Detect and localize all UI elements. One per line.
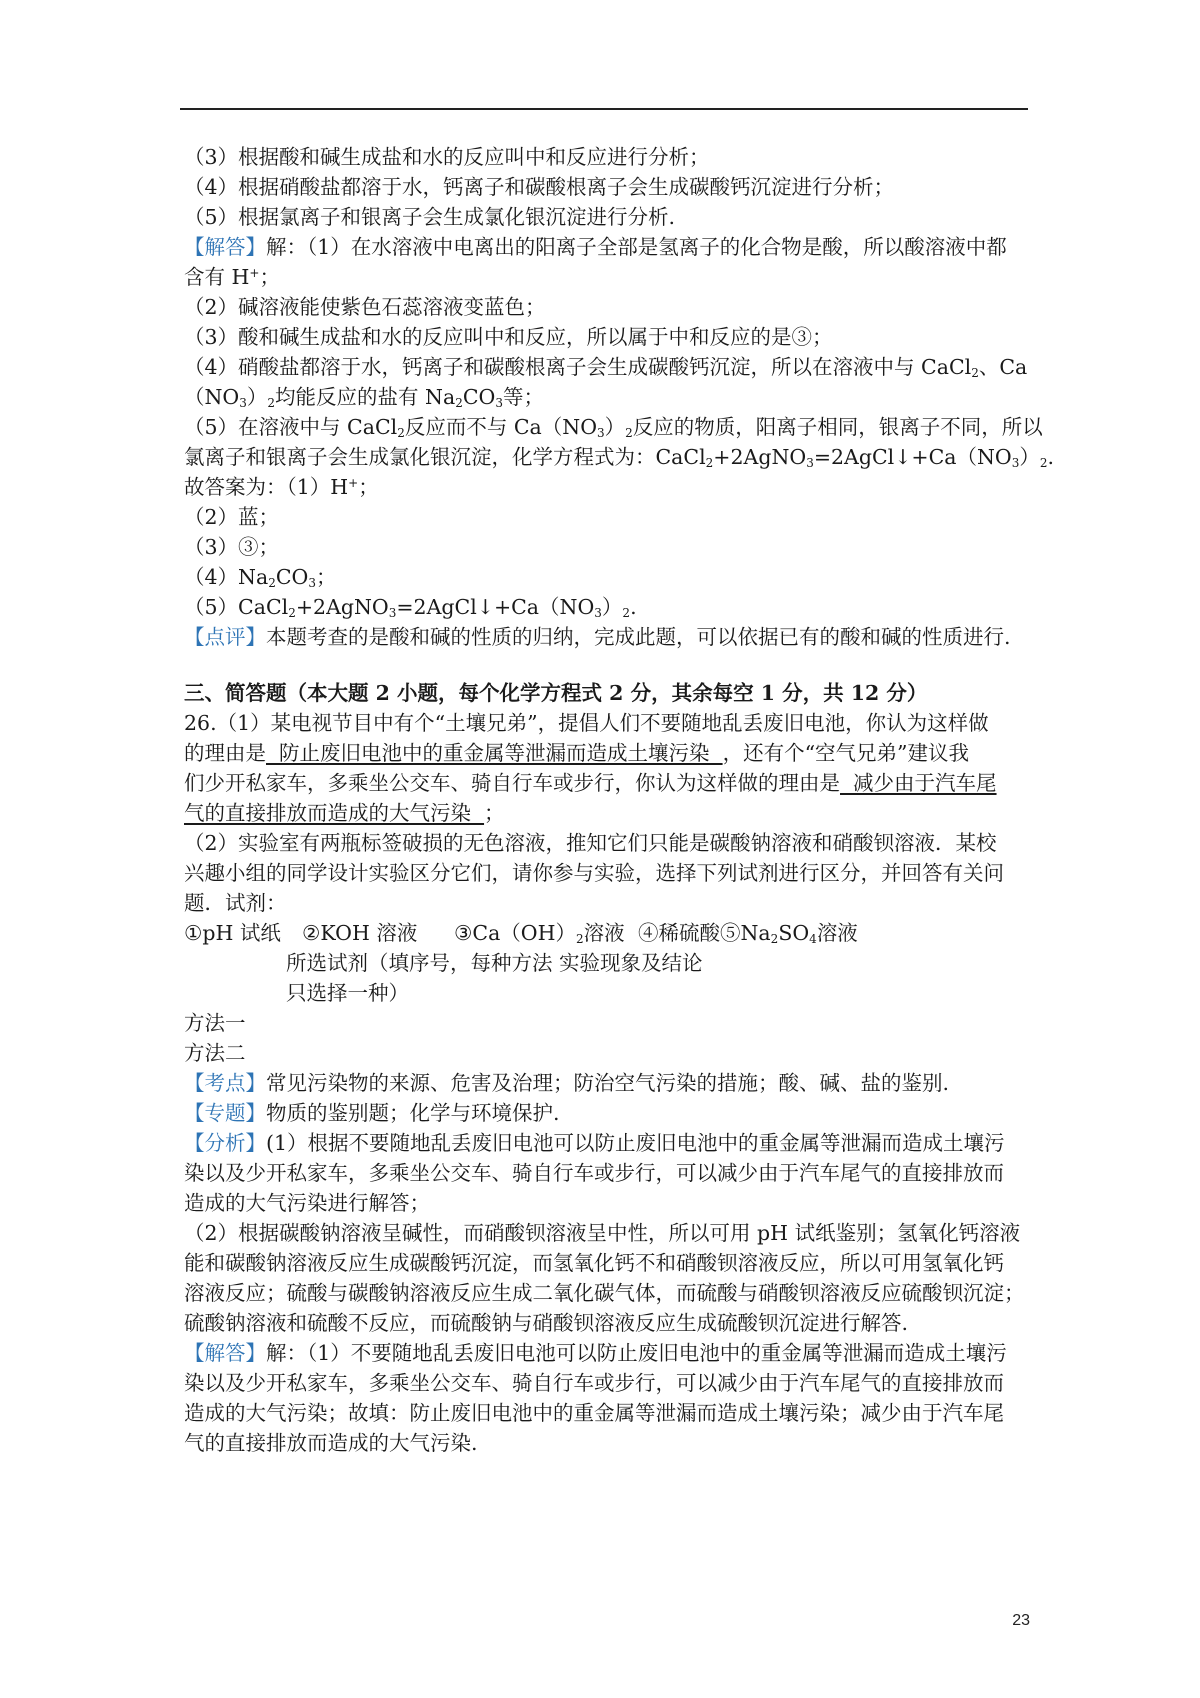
filled-blank: 防止废旧电池中的重金属等泄漏而造成土壤污染 bbox=[266, 741, 723, 765]
question-line: 的理由是 防止废旧电池中的重金属等泄漏而造成土壤污染 ，还有个“空气兄弟”建议我 bbox=[184, 741, 970, 765]
analysis-line: 造成的大气污染进行解答； bbox=[184, 1191, 430, 1215]
answer-line: 【解答】解：（1）不要随地乱丢废旧电池可以防止废旧电池中的重金属等泄漏而造成土壤污 bbox=[184, 1341, 1007, 1365]
reagent-item: $③Ca(OH)_2$溶液 bbox=[454, 921, 625, 946]
question-line: 们少开私家车，多乘坐公交车、骑自行车或步行，你认为这样做的理由是 减少由于汽车尾 bbox=[184, 771, 997, 795]
reagent-list bbox=[184, 918, 1030, 948]
table-row-label: 方法二 bbox=[184, 1041, 246, 1065]
table-header bbox=[184, 948, 1030, 978]
answer-line: 气的直接排放而造成的大气污染. bbox=[184, 1431, 478, 1455]
answer-line: 含有 H+； bbox=[184, 265, 280, 289]
answer-line: $(NO_3)_2$均能反应的盐有 $Na_2CO_3$等； bbox=[184, 385, 544, 410]
kaodian-tag: 【考点】 bbox=[184, 1071, 266, 1095]
table-header: 只选择一种） bbox=[286, 981, 409, 1005]
answer-tag: 【解答】 bbox=[184, 1341, 266, 1365]
analysis-line: 溶液反应；硫酸与碳酸钠溶液反应生成二氧化碳气体，而硫酸与硝酸钡溶液反应硫酸钡沉淀； bbox=[184, 1281, 1025, 1305]
question-line: （2）实验室有两瓶标签破损的无色溶液，推知它们只能是碳酸钠溶液和硝酸钡溶液．某校 bbox=[184, 831, 997, 855]
analysis-line: 染以及少开私家车，多乘坐公交车、骑自行车或步行，可以减少由于汽车尾气的直接排放而 bbox=[184, 1161, 1004, 1185]
answer-line: （3）酸和碱生成盐和水的反应叫中和反应，所以属于中和反应的是③； bbox=[184, 325, 833, 349]
table-header-cell: 实验现象及结论 bbox=[559, 951, 703, 975]
answer-line: （3）③； bbox=[184, 535, 280, 559]
analysis-line: 能和碳酸钠溶液反应生成碳酸钙沉淀，而氢氧化钙不和硝酸钡溶液反应，所以可用氢氧化钙 bbox=[184, 1251, 1004, 1275]
zhuanti-line: 【专题】物质的鉴别题；化学与环境保护. bbox=[184, 1101, 560, 1125]
filled-blank: 减少由于汽车尾 bbox=[840, 771, 997, 795]
question-line: 兴趣小组的同学设计实验区分它们，请你参与实验，选择下列试剂进行区分，并回答有关问 bbox=[184, 861, 1004, 885]
filled-blank: 气的直接排放而造成的大气污染 bbox=[184, 801, 485, 825]
answer-line: 造成的大气污染；故填：防止废旧电池中的重金属等泄漏而造成土壤污染；减少由于汽车尾 bbox=[184, 1401, 1004, 1425]
answer-line: （2）蓝； bbox=[184, 505, 280, 529]
answer-line: （2）碱溶液能使紫色石蕊溶液变蓝色； bbox=[184, 295, 546, 319]
table-row-label: 方法一 bbox=[184, 1011, 246, 1035]
answer-line: （4）硝酸盐都溶于水，钙离子和碳酸根离子会生成碳酸钙沉淀，所以在溶液中与 CaCl$_2$、Ca bbox=[184, 355, 1028, 380]
answer-line: （5）在溶液中与 CaCl$_2$反应而不与 $Ca(NO_3)_2$反应的物质，阳离子相同，银离子不同，所以 bbox=[184, 415, 1043, 440]
reagent-item: ④稀硫酸$⑤Na_2SO_4$溶液 bbox=[638, 921, 858, 946]
text-line: （5）根据氯离子和银离子会生成氯化银沉淀进行分析. bbox=[184, 205, 676, 229]
section-heading: 三、简答题（本大题 2 小题，每个化学方程式 2 分，其余每空 1 分，共 12 分） bbox=[184, 681, 928, 705]
comment-line: 【点评】本题考查的是酸和碱的性质的归纳，完成此题，可以依据已有的酸和碱的性质进行. bbox=[184, 625, 1011, 649]
question-line: 题．试剂： bbox=[184, 891, 287, 915]
analysis-line: 【分析】(1）根据不要随地乱丢废旧电池可以防止废旧电池中的重金属等泄漏而造成土壤污 bbox=[184, 1131, 1005, 1155]
page-number: 23 bbox=[1012, 1612, 1030, 1629]
question-line: 26.（1）某电视节目中有个“土壤兄弟”，提倡人们不要随地乱丢废旧电池，你认为这样做 bbox=[184, 711, 989, 735]
answer-tag: 【解答】 bbox=[184, 235, 266, 259]
question-line: 气的直接排放而造成的大气污染 ； bbox=[184, 801, 505, 825]
answer-line: 氯离子和银离子会生成氯化银沉淀，化学方程式为：$CaCl_2+2AgNO_3=2AgCl↓+Ca(NO_3)_2$. bbox=[184, 445, 1055, 470]
answer-line: 染以及少开私家车，多乘坐公交车、骑自行车或步行，可以减少由于汽车尾气的直接排放而 bbox=[184, 1371, 1004, 1395]
answer-line: $(5)CaCl_2+2AgNO_3=2AgCl↓+Ca(NO_3)_2$. bbox=[184, 595, 637, 620]
text-line: （4）根据硝酸盐都溶于水，钙离子和碳酸根离子会生成碳酸钙沉淀进行分析； bbox=[184, 175, 895, 199]
answer-line: $(4)Na_2CO_3$； bbox=[184, 565, 337, 590]
analysis-line: 硫酸钠溶液和硫酸不反应，而硫酸钠与硝酸钡溶液反应生成硫酸钡沉淀进行解答. bbox=[184, 1311, 909, 1335]
table-header-cell: 所选试剂（填序号，每种方法 bbox=[286, 951, 553, 975]
reagent-item: ②KOH 溶液 bbox=[302, 921, 418, 945]
answer-summary: 故答案为：（1）H+； bbox=[184, 475, 379, 499]
analysis-line: （2）根据碳酸钠溶液呈碱性，而硝酸钡溶液呈中性，所以可用 pH 试纸鉴别；氢氧化钙溶液 bbox=[184, 1221, 1021, 1245]
analysis-tag: 【分析】 bbox=[184, 1131, 266, 1155]
zhuanti-tag: 【专题】 bbox=[184, 1101, 266, 1125]
reagent-item: ①pH 试纸 bbox=[184, 921, 281, 945]
text-line: （3）根据酸和碱生成盐和水的反应叫中和反应进行分析； bbox=[184, 145, 710, 169]
comment-tag: 【点评】 bbox=[184, 625, 266, 649]
answer-line: 【解答】解：（1）在水溶液中电离出的阳离子全部是氢离子的化合物是酸，所以酸溶液中都 bbox=[184, 235, 1007, 259]
kaodian-line: 【考点】常见污染物的来源、危害及治理；防治空气污染的措施；酸、碱、盐的鉴别. bbox=[184, 1071, 950, 1095]
page-content bbox=[184, 142, 1055, 1458]
header-rule bbox=[180, 108, 1028, 110]
